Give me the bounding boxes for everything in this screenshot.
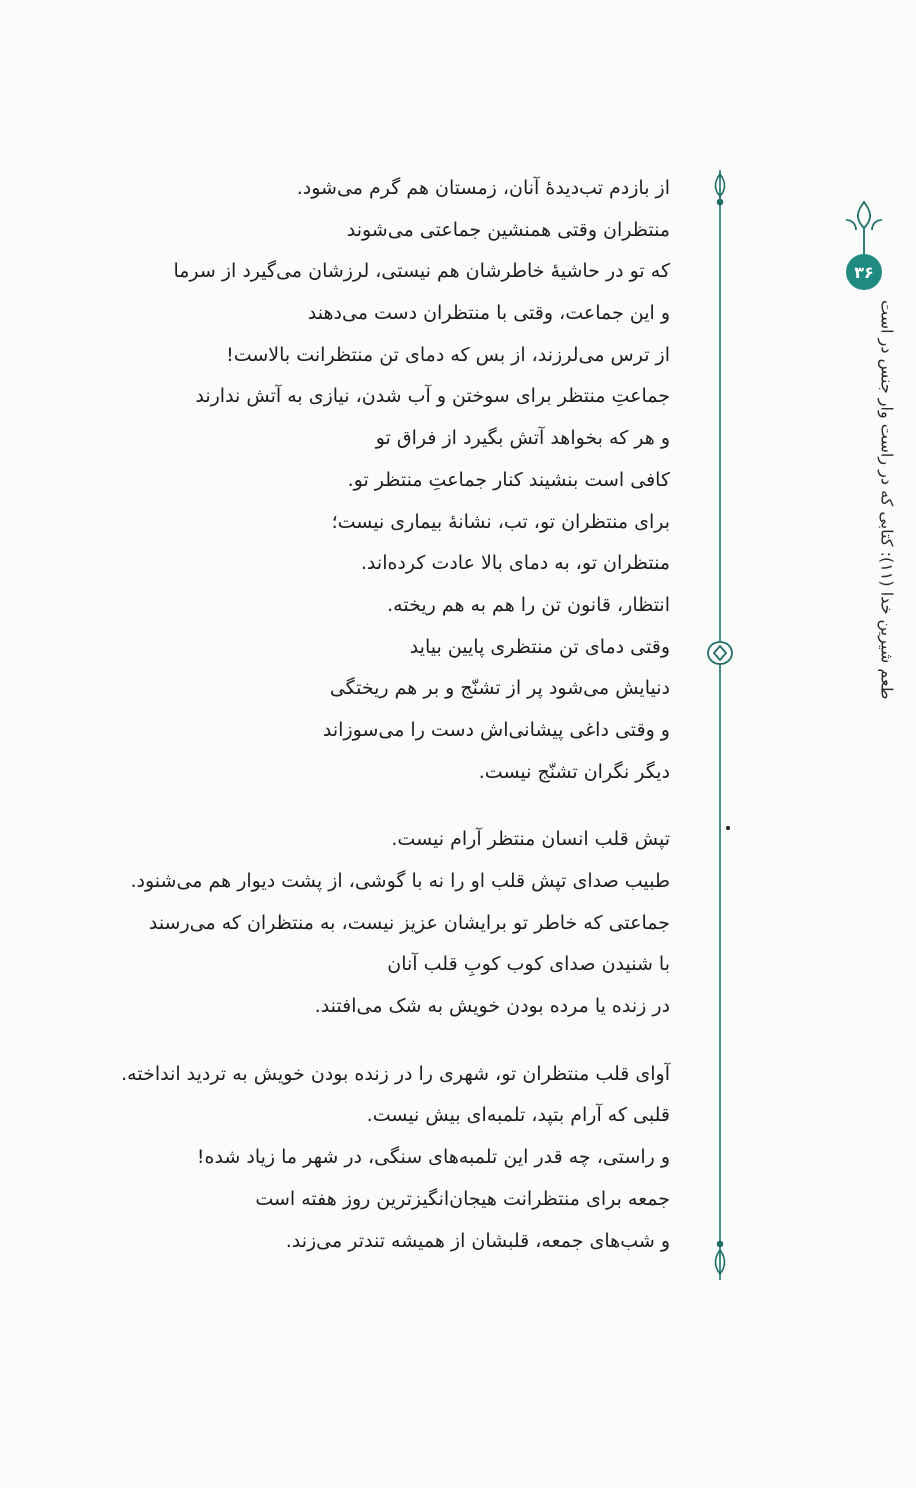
- stanza-2: [110, 819, 670, 1027]
- running-title: [872, 300, 902, 840]
- poem-line: دیگر نگران تشنّج نیست.: [478, 760, 670, 783]
- poem-line: جمعه برای منتظرانت هیجان‌انگیزترین روز هفته است: [255, 1187, 670, 1210]
- poem-line: برای منتظران تو، تب، نشانهٔ بیماری نیست؛: [331, 510, 670, 533]
- poem-line: کافی است بنشیند کنار جماعتِ منتظر تو.: [347, 468, 670, 491]
- poem-text: [110, 168, 670, 1262]
- poem-line: آوای قلب منتظران تو، شهری را در زنده بودن خویش به تردید انداخته.: [121, 1062, 670, 1085]
- poem-line: و هر که بخواهد آتش بگیرد از فراق تو: [375, 427, 670, 450]
- page-number-badge: ۳۶: [846, 254, 882, 290]
- poem-line: از ترس می‌لرزند، از بس که دمای تن منتظرانت بالاست!: [226, 343, 670, 366]
- poem-line: طبیب صدای تپش قلب او را نه با گوشی، از پشت دیوار هم می‌شنود.: [130, 870, 670, 892]
- poem-line: و این جماعت، وقتی با منتظران دست می‌دهند: [307, 302, 670, 325]
- poem-line: و وقتی داغی پیشانی‌اش دست را می‌سوزاند: [322, 718, 670, 741]
- ornamental-divider: [700, 170, 740, 1280]
- poem-line: جماعتِ منتظر برای سوختن و آب شدن، نیازی به آتش ندارند: [195, 385, 670, 408]
- poem-line: و شب‌های جمعه، قلبشان از همیشه تندتر می‌زند.: [285, 1229, 670, 1252]
- poem-line: در زنده یا مرده بودن خویش به شک می‌افتند.: [314, 995, 670, 1018]
- poem-line: جماعتی که خاطر تو برایشان عزیز نیست، به منتظران که می‌رسند: [148, 911, 670, 934]
- stanza-1: [110, 168, 670, 793]
- poem-line: انتظار، قانون تن را هم به هم ریخته.: [387, 593, 670, 616]
- running-title-text: طعم شیرین خدا (۱۱): کتابی که در راست وار جنس در است: [877, 300, 897, 700]
- poem-line: که تو در حاشیهٔ خاطرشان هم نیستی، لرزشان می‌گیرد از سرما: [173, 260, 670, 283]
- page-number-ornament-icon: [840, 198, 888, 258]
- poem-line: از بازدم تب‌دیدهٔ آنان، زمستان هم گرم می‌شود.: [296, 177, 670, 199]
- divider-dot: [726, 826, 730, 830]
- stanza-3: [110, 1054, 670, 1262]
- poem-line: منتظران تو، به دمای بالا عادت کرده‌اند.: [360, 552, 670, 575]
- poem-line: دنیایش می‌شود پر از تشنّج و بر هم ریختگی: [329, 677, 670, 700]
- poem-line: قلبی که آرام بتپد، تلمبه‌ای بیش نیست.: [366, 1104, 670, 1127]
- poem-line: با شنیدن صدای کوب کوبِ قلب آنان: [387, 953, 670, 976]
- poem-line: وقتی دمای تن منتظری پایین بیاید: [409, 635, 670, 658]
- poem-line: و راستی، چه قدر این تلمبه‌های سنگی، در شهر ما زیاد شده!: [196, 1146, 670, 1169]
- poem-line: تپش قلب انسان منتظر آرام نیست.: [391, 828, 670, 851]
- poem-line: منتظران وقتی همنشین جماعتی می‌شوند: [346, 218, 670, 241]
- divider-middle-ornament: [708, 642, 732, 664]
